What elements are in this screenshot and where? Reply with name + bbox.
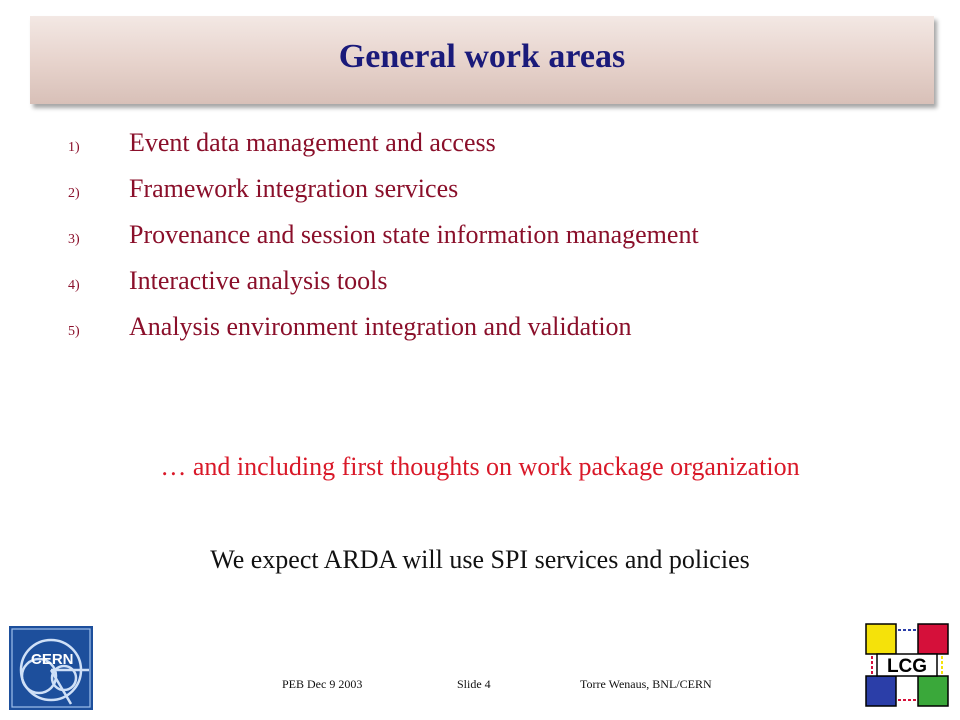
list-item-number: 4) [68,278,80,293]
svg-text:CERN: CERN [31,651,74,668]
list-item-number: 5) [68,324,80,339]
list-item-number: 1) [68,140,80,155]
footer-slide-number: Slide 4 [457,677,491,691]
work-areas-list [68,128,699,358]
list-item-text: Framework integration services [129,174,459,203]
list-item-text: Analysis environment integration and validation [129,312,632,341]
svg-text:LCG: LCG [886,656,928,677]
list-item-number: 3) [68,232,80,247]
list-item [68,128,699,174]
list-item [68,266,699,312]
work-package-note: … and including first thoughts on work package organization [160,452,800,481]
list-item-text: Provenance and session state information management [129,220,699,249]
list-item-number: 2) [68,186,80,201]
lcg-logo-icon [864,622,950,708]
cern-logo-icon [9,626,93,710]
list-item-text: Event data management and access [129,128,496,157]
slide-title: General work areas [338,38,626,75]
title-bar [30,16,934,104]
list-item-text: Interactive analysis tools [129,266,388,295]
footer-author: Torre Wenaus, BNL/CERN [580,677,712,691]
list-item [68,220,699,266]
list-item [68,174,699,220]
arda-note: We expect ARDA will use SPI services and policies [210,545,750,574]
footer-event: PEB Dec 9 2003 [282,677,363,691]
list-item [68,312,699,358]
